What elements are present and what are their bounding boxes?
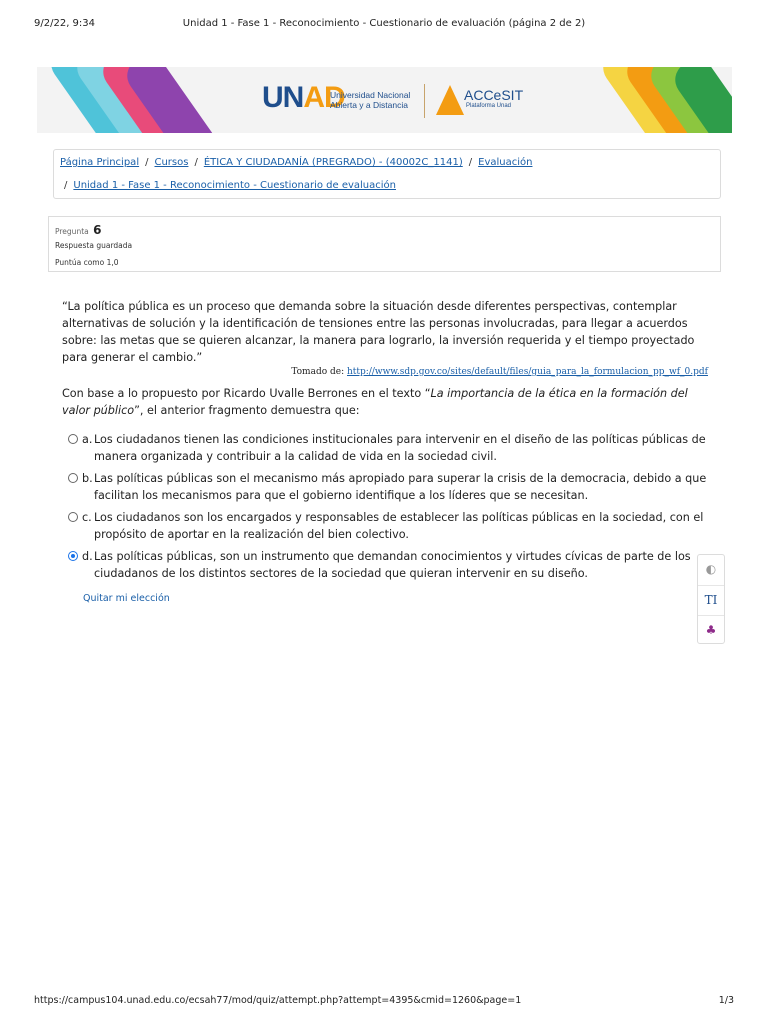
accesit-logo-subtitle: Plataforma Unad: [466, 103, 512, 109]
option-text: Los ciudadanos tienen las condiciones institucionales para intervenir en el diseño de las políticas públicas de manera organizada y contribuir a la calidad de vida en la sociedad civil.: [94, 433, 706, 463]
source-label: Tomado de:: [291, 367, 345, 377]
question-grade: Puntúa como 1,0: [55, 258, 119, 267]
option-text: Las políticas públicas son el mecanismo más apropiado para superar la crisis de la democracia, debido a que facilitan los mecanismos para que el gobierno identifique a los líderes que se necesitan.: [94, 472, 707, 502]
answer-option-c[interactable]: [68, 509, 708, 543]
clear-choice-link[interactable]: Quitar mi elección: [83, 593, 170, 604]
print-datetime: 9/2/22, 9:34: [34, 18, 96, 29]
prompt-text-start: Con base a lo propuesto por Ricardo Uvalle Berrones en el texto “: [62, 387, 431, 400]
radio-button[interactable]: [68, 434, 78, 444]
breadcrumb-quiz-link[interactable]: Unidad 1 - Fase 1 - Reconocimiento - Cuestionario de evaluación: [73, 180, 396, 191]
question-number-value: 6: [93, 223, 102, 237]
text-size-icon[interactable]: TI: [698, 585, 724, 613]
question-label: Pregunta: [55, 227, 89, 236]
breadcrumb-home-link[interactable]: Página Principal: [60, 157, 140, 168]
question-quote: “La política pública es un proceso que demanda sobre la situación desde diferentes perspectivas, contemplar alternativas de solución y la identificación de tensiones entre las personas involucradas, para llegar a acuerdos sobre: las metas que se quieren alcanzar, la manera para lograrlo, la inversión requerida y el tiempo proyectado para generar el cambio.”: [62, 300, 695, 364]
breadcrumb-separator: /: [145, 157, 149, 168]
breadcrumb-evaluation-link[interactable]: Evaluación: [478, 157, 533, 168]
breadcrumb-row: [60, 180, 396, 191]
radio-button[interactable]: [68, 473, 78, 483]
breadcrumb-separator: /: [194, 157, 198, 168]
question-state: Respuesta guardada: [55, 241, 133, 250]
option-letter: a.: [82, 433, 93, 446]
contrast-icon[interactable]: ◐: [705, 562, 717, 576]
question-info-box: [48, 216, 721, 272]
answer-option-a[interactable]: [68, 431, 708, 465]
breadcrumb-courses-link[interactable]: Cursos: [154, 157, 189, 168]
breadcrumb-separator: /: [64, 180, 68, 191]
print-url: https://campus104.unad.edu.co/ecsah77/mod/quiz/attempt.php?attempt=4395&cmid=1260&page=1: [34, 995, 522, 1006]
logo-area: [262, 81, 532, 121]
print-header: [34, 18, 734, 32]
prompt-book-title: La importancia de la ética en la formación del valor público: [62, 387, 688, 417]
unad-logo: UNAD: [262, 81, 345, 114]
breadcrumb-course-link[interactable]: ÉTICA Y CIUDADANÍA (PREGRADO) - (40002C_1141): [203, 157, 463, 168]
answer-option-d[interactable]: [68, 548, 708, 582]
radio-button[interactable]: [68, 512, 78, 522]
answer-option-b[interactable]: [68, 470, 708, 504]
radio-button-selected[interactable]: [68, 551, 78, 561]
option-text: Las políticas públicas, son un instrumento que demandan conocimientos y virtudes cívicas de parte de los ciudadanos de los distintos sectores de la sociedad que quieran intervenir en su diseño.: [94, 550, 691, 580]
print-page-number: 1/3: [718, 995, 734, 1006]
color-palette-icon[interactable]: ♣: [698, 615, 724, 643]
question-source: [62, 367, 708, 377]
unad-name: [330, 90, 410, 110]
breadcrumb: [53, 149, 721, 199]
site-banner: [37, 67, 732, 133]
option-letter: c.: [82, 511, 92, 524]
question-prompt: [62, 385, 712, 419]
logo-divider: [424, 84, 425, 118]
accesit-logo-icon: [436, 85, 464, 115]
accesit-logo-text: ACCeSIT: [464, 87, 524, 103]
print-footer: [34, 995, 734, 1009]
source-link[interactable]: http://www.sdp.gov.co/sites/default/files/guia_para_la_formulacion_pp_wf_0.pdf: [347, 367, 708, 377]
breadcrumb-row: [60, 157, 532, 168]
question-number: [55, 223, 101, 237]
unad-name-line2: Abierta y a Distancia: [330, 100, 408, 110]
breadcrumb-separator: /: [468, 157, 473, 168]
option-text: Los ciudadanos son los encargados y responsables de establecer las políticas públicas en la sociedad, con el propósito de aportar en la realización del bien colectivo.: [94, 511, 704, 541]
option-letter: d.: [82, 550, 93, 563]
prompt-text-end: ”, el anterior fragmento demuestra que:: [134, 404, 360, 417]
print-title: Unidad 1 - Fase 1 - Reconocimiento - Cuestionario de evaluación (página 2 de 2): [182, 18, 586, 29]
option-letter: b.: [82, 472, 93, 485]
unad-name-line1: Universidad Nacional: [330, 90, 411, 100]
accessibility-toolbar: [697, 554, 725, 644]
